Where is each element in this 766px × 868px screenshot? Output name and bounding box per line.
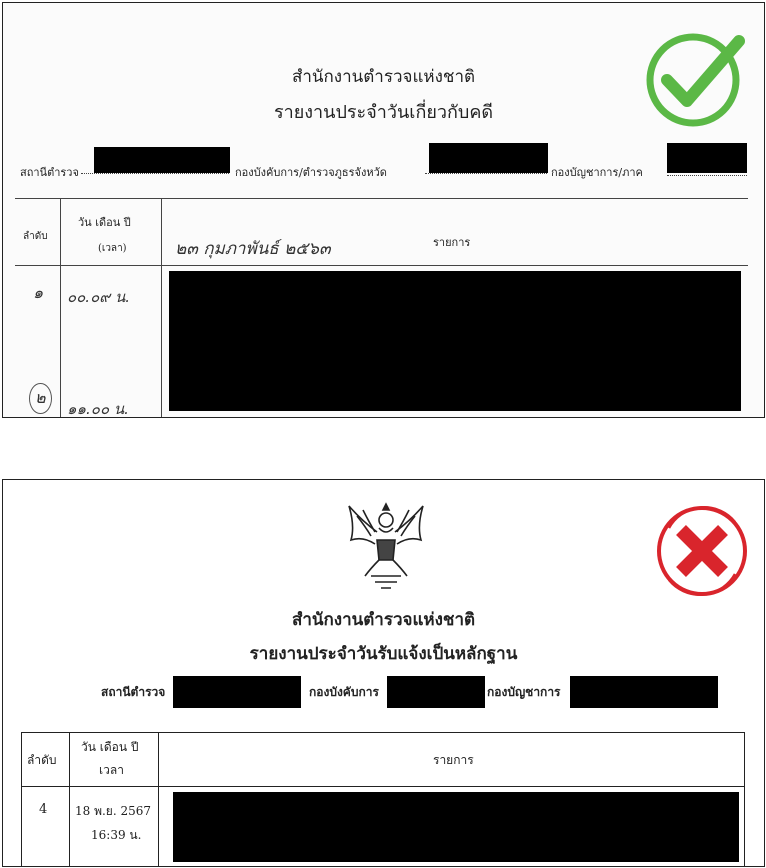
redacted-division	[429, 143, 548, 173]
correct-example-panel	[2, 2, 765, 418]
report-title: รายงานประจำวันรับแจ้งเป็นหลักฐาน	[249, 644, 518, 664]
redacted-station	[173, 676, 301, 708]
column-divider	[69, 732, 70, 867]
col-no-header: ลำดับ	[27, 753, 57, 767]
row-number: ๒	[29, 383, 52, 414]
command-dotted-line	[667, 175, 747, 176]
table-header-border	[21, 786, 744, 787]
redacted-division	[387, 676, 485, 708]
org-name: สำนักงานตำรวจแห่งชาติ	[291, 67, 476, 87]
redacted-details	[173, 792, 739, 862]
redacted-command	[570, 676, 718, 708]
column-divider	[60, 198, 61, 418]
org-name: สำนักงานตำรวจแห่งชาติ	[291, 610, 476, 630]
col-time-header: (เวลา)	[98, 243, 127, 254]
column-divider	[161, 198, 162, 418]
column-divider	[158, 732, 159, 867]
col-date-header: วัน เดือน ปี	[81, 740, 139, 754]
station-label: สถานีตำรวจ	[20, 166, 79, 179]
command-label: กองบัญชาการ	[487, 685, 561, 699]
table-header-border	[15, 265, 748, 266]
command-label: กองบัญชาการ/ภาค	[551, 166, 643, 179]
division-label: กองบังคับการ	[309, 685, 379, 699]
redacted-command	[667, 143, 747, 173]
x-mark-icon	[649, 498, 755, 604]
wrong-example-panel	[2, 479, 765, 867]
check-mark-icon	[639, 25, 749, 135]
col-time-header: เวลา	[99, 763, 124, 777]
row-time: 16:39 น.	[91, 828, 142, 842]
station-dotted-line	[81, 173, 229, 174]
station-label: สถานีตำรวจ	[101, 685, 166, 699]
division-dotted-line	[425, 173, 547, 174]
row-date: 18 พ.ย. 2567	[75, 804, 152, 818]
row-number: ๑	[33, 283, 44, 302]
handwritten-date: ๒๓ กุมภาพันธ์ ๒๕๖๓	[175, 239, 331, 259]
report-title: รายงานประจำวันเกี่ยวกับคดี	[273, 102, 494, 123]
col-details-header: รายการ	[433, 753, 474, 767]
col-details-header: รายการ	[433, 236, 471, 249]
row-time: ๐๐.๐๙ น.	[67, 288, 131, 306]
redacted-station	[94, 147, 230, 173]
division-label: กองบังคับการ/ตำรวจภูธรจังหวัด	[235, 166, 387, 179]
col-no-header: ลำดับ	[23, 231, 48, 242]
row-time: ๑๑.๐๐ น.	[67, 400, 129, 418]
col-date-header: วัน เดือน ปี	[78, 216, 131, 229]
row-number: 4	[39, 802, 48, 817]
garuda-emblem-icon	[341, 496, 431, 592]
redacted-details	[169, 271, 741, 411]
table-top-border	[15, 198, 748, 199]
